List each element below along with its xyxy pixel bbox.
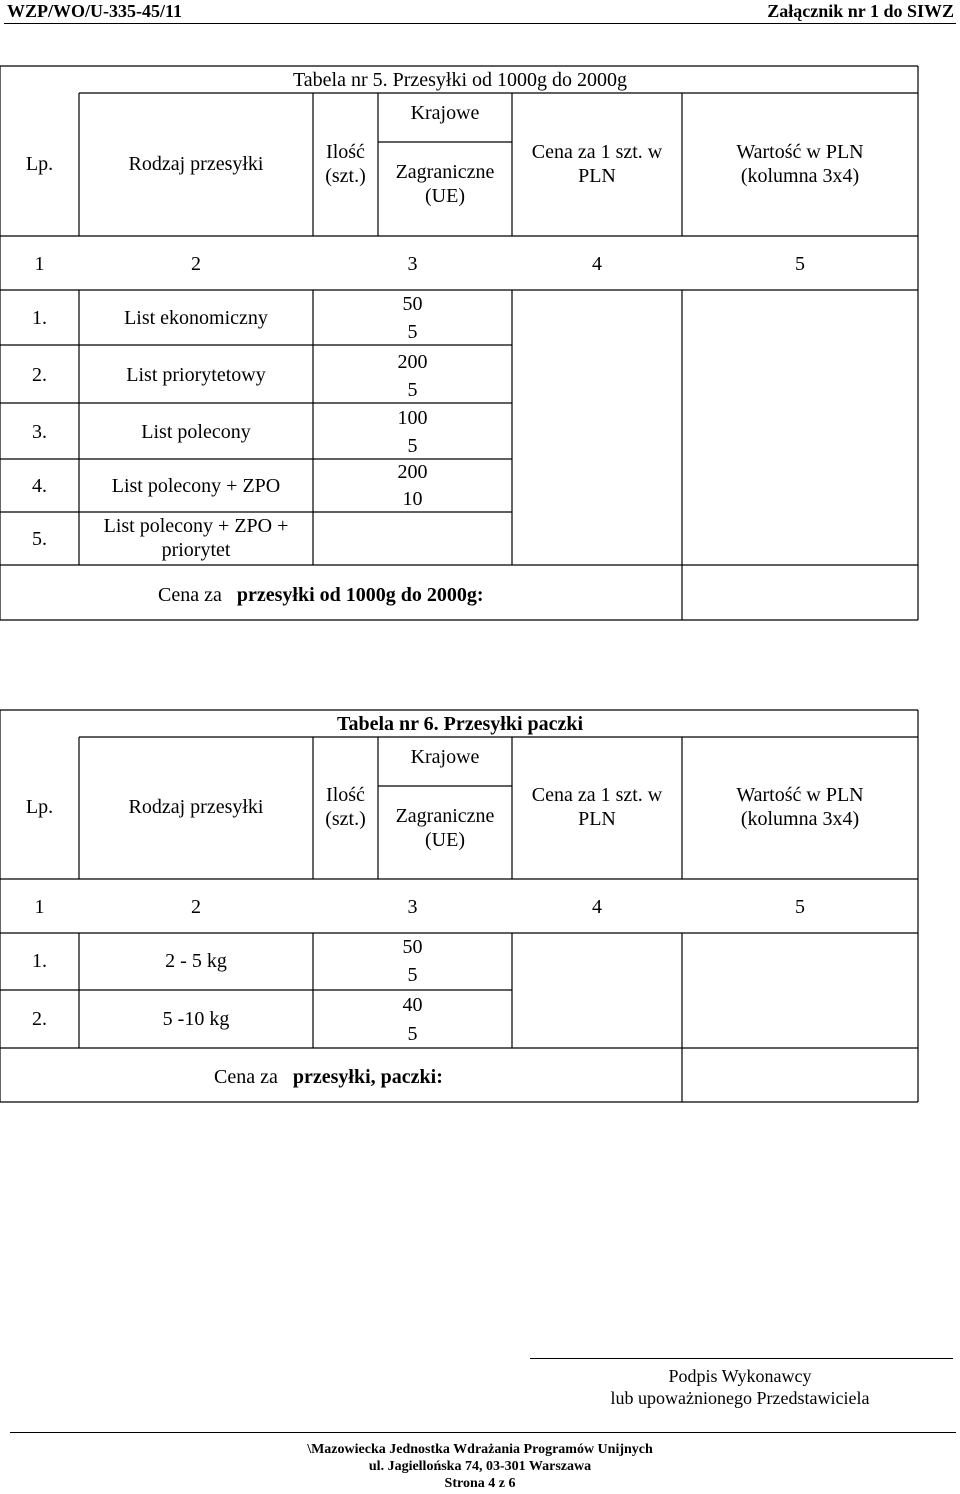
footer-page-number: Strona 4 z 6 bbox=[444, 1476, 516, 1491]
row-domestic: 200 bbox=[397, 351, 428, 373]
table-5-colnum-5: 5 bbox=[795, 253, 805, 275]
row-name: List polecony + ZPO bbox=[111, 475, 281, 497]
row-domestic: 50 bbox=[402, 293, 423, 315]
table-5-colnum-2: 2 bbox=[191, 253, 201, 275]
row-name: 2 - 5 kg bbox=[165, 950, 227, 972]
table-6-header-lp: Lp. bbox=[25, 796, 54, 818]
table-6-header-domestic: Krajowe bbox=[410, 746, 480, 768]
table-5-header-value: Wartość w PLN (kolumna 3x4) bbox=[736, 141, 864, 187]
row-foreign: 5 bbox=[407, 964, 418, 986]
row-name: List polecony + ZPO + priorytet bbox=[103, 515, 289, 561]
table-5-header-qty: Ilość (szt.) bbox=[325, 141, 366, 187]
table-5-colnum-1: 1 bbox=[34, 253, 45, 275]
signature-line bbox=[530, 1358, 953, 1359]
signature-block bbox=[560, 1365, 920, 1409]
footer-organization: \Mazowiecka Jednostka Wdrażania Programów Unijnych bbox=[307, 1442, 653, 1457]
table-6-colnum-2: 2 bbox=[191, 896, 201, 918]
attachment-label: Załącznik nr 1 do SIWZ bbox=[767, 1, 954, 21]
row-name: List priorytetowy bbox=[126, 364, 266, 386]
row-lp: 2. bbox=[32, 1008, 47, 1030]
table-5-header-price: Cena za 1 szt. w PLN bbox=[531, 141, 663, 187]
row-lp: 1. bbox=[32, 307, 47, 329]
table-5-total-label: Cena za przesyłki od 1000g do 2000g: bbox=[158, 584, 484, 606]
row-domestic: 100 bbox=[397, 407, 428, 429]
table-6-total-label: Cena za przesyłki, paczki: bbox=[214, 1066, 443, 1088]
row-name: List polecony bbox=[141, 421, 251, 443]
row-domestic: 200 bbox=[397, 461, 428, 483]
row-foreign: 10 bbox=[402, 488, 423, 510]
table-5-header-lp: Lp. bbox=[25, 153, 54, 175]
table-6-header-type: Rodzaj przesyłki bbox=[128, 796, 264, 818]
table-5-header-type: Rodzaj przesyłki bbox=[128, 153, 264, 175]
footer-address: ul. Jagiellońska 74, 03-301 Warszawa bbox=[368, 1459, 592, 1474]
row-name: 5 -10 kg bbox=[162, 1008, 230, 1030]
signature-label: Podpis Wykonawcy bbox=[668, 1366, 812, 1386]
table-6-colnum-5: 5 bbox=[795, 896, 805, 918]
row-foreign: 5 bbox=[407, 379, 418, 401]
table-6-title: Tabela nr 6. Przesyłki paczki bbox=[336, 713, 584, 735]
row-name: List ekonomiczny bbox=[124, 307, 268, 329]
row-lp: 4. bbox=[32, 475, 47, 497]
signature-sublabel: lub upoważnionego Przedstawiciela bbox=[610, 1388, 870, 1408]
footer bbox=[280, 1441, 680, 1492]
table-5-colnum-3: 3 bbox=[407, 253, 418, 275]
table-6-colnum-4: 4 bbox=[592, 896, 602, 918]
footer-rule bbox=[10, 1432, 956, 1433]
table-6-header-qty: Ilość (szt.) bbox=[325, 784, 366, 830]
row-lp: 2. bbox=[32, 364, 47, 386]
table-6-header-price: Cena za 1 szt. w PLN bbox=[531, 784, 663, 830]
table-6-header-foreign: Zagraniczne (UE) bbox=[395, 805, 495, 851]
row-lp: 3. bbox=[32, 421, 47, 443]
table-6-colnum-3: 3 bbox=[407, 896, 418, 918]
table-5-title: Tabela nr 5. Przesyłki od 1000g do 2000g bbox=[292, 69, 628, 91]
row-foreign: 5 bbox=[407, 435, 418, 457]
table-5-header-domestic: Krajowe bbox=[410, 102, 480, 124]
row-domestic: 40 bbox=[402, 994, 423, 1016]
table-6-colnum-1: 1 bbox=[34, 896, 45, 918]
table-5-header-foreign: Zagraniczne (UE) bbox=[395, 161, 495, 207]
document-reference: WZP/WO/U-335-45/11 bbox=[7, 1, 182, 21]
table-6-header-value: Wartość w PLN (kolumna 3x4) bbox=[736, 784, 864, 830]
row-lp: 1. bbox=[32, 950, 47, 972]
row-foreign: 5 bbox=[407, 321, 418, 343]
row-foreign: 5 bbox=[407, 1023, 418, 1045]
row-lp: 5. bbox=[32, 528, 47, 550]
table-5-colnum-4: 4 bbox=[592, 253, 602, 275]
row-domestic: 50 bbox=[402, 936, 423, 958]
